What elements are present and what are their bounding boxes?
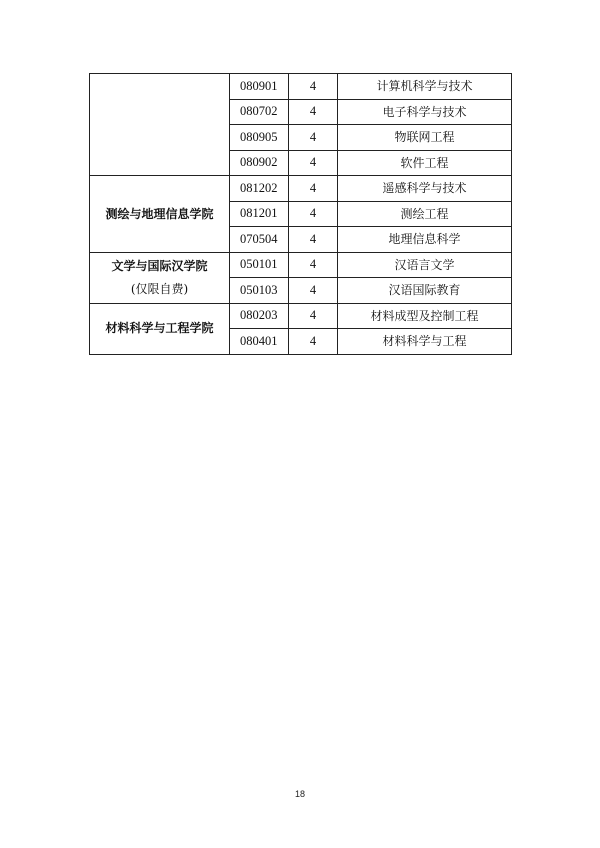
major-code-cell: 081201 bbox=[230, 201, 289, 227]
college-name: 测绘与地理信息学院 bbox=[105, 206, 214, 221]
college-cell bbox=[90, 252, 230, 303]
college-cell bbox=[90, 176, 230, 253]
major-name-cell: 物联网工程 bbox=[338, 125, 512, 151]
college-cell bbox=[90, 303, 230, 354]
college-name: 材料科学与工程学院 bbox=[105, 321, 214, 336]
major-code-cell: 080905 bbox=[230, 125, 289, 151]
college-cell bbox=[90, 74, 230, 176]
table-row bbox=[90, 252, 512, 278]
study-years-cell: 4 bbox=[289, 252, 338, 278]
study-years-cell: 4 bbox=[289, 227, 338, 253]
college-note: (仅限自费) bbox=[130, 281, 189, 296]
major-code-cell: 070504 bbox=[230, 227, 289, 253]
study-years-cell: 4 bbox=[289, 125, 338, 151]
major-code-cell: 080702 bbox=[230, 99, 289, 125]
study-years-cell: 4 bbox=[289, 74, 338, 100]
table-row bbox=[90, 176, 512, 202]
major-name-cell: 测绘工程 bbox=[338, 201, 512, 227]
majors-table bbox=[89, 73, 512, 355]
major-name-cell: 汉语国际教育 bbox=[338, 278, 512, 304]
study-years-cell: 4 bbox=[289, 176, 338, 202]
page-number: 18 bbox=[294, 789, 305, 799]
major-name-cell: 遥感科学与技术 bbox=[338, 176, 512, 202]
major-name-cell: 材料成型及控制工程 bbox=[338, 303, 512, 329]
major-code-cell: 080401 bbox=[230, 329, 289, 355]
major-code-cell: 081202 bbox=[230, 176, 289, 202]
majors-table-body bbox=[90, 74, 512, 355]
major-name-cell: 电子科学与技术 bbox=[338, 99, 512, 125]
study-years-cell: 4 bbox=[289, 329, 338, 355]
major-code-cell: 080203 bbox=[230, 303, 289, 329]
college-name: 文学与国际汉学院 bbox=[111, 259, 208, 274]
study-years-cell: 4 bbox=[289, 278, 338, 304]
study-years-cell: 4 bbox=[289, 201, 338, 227]
table-row bbox=[90, 303, 512, 329]
study-years-cell: 4 bbox=[289, 99, 338, 125]
major-code-cell: 080902 bbox=[230, 150, 289, 176]
study-years-cell: 4 bbox=[289, 303, 338, 329]
major-name-cell: 地理信息科学 bbox=[338, 227, 512, 253]
major-code-cell: 080901 bbox=[230, 74, 289, 100]
study-years-cell: 4 bbox=[289, 150, 338, 176]
major-name-cell: 计算机科学与技术 bbox=[338, 74, 512, 100]
major-name-cell: 软件工程 bbox=[338, 150, 512, 176]
major-name-cell: 材料科学与工程 bbox=[338, 329, 512, 355]
major-code-cell: 050101 bbox=[230, 252, 289, 278]
major-code-cell: 050103 bbox=[230, 278, 289, 304]
major-name-cell: 汉语言文学 bbox=[338, 252, 512, 278]
table-row bbox=[90, 74, 512, 100]
